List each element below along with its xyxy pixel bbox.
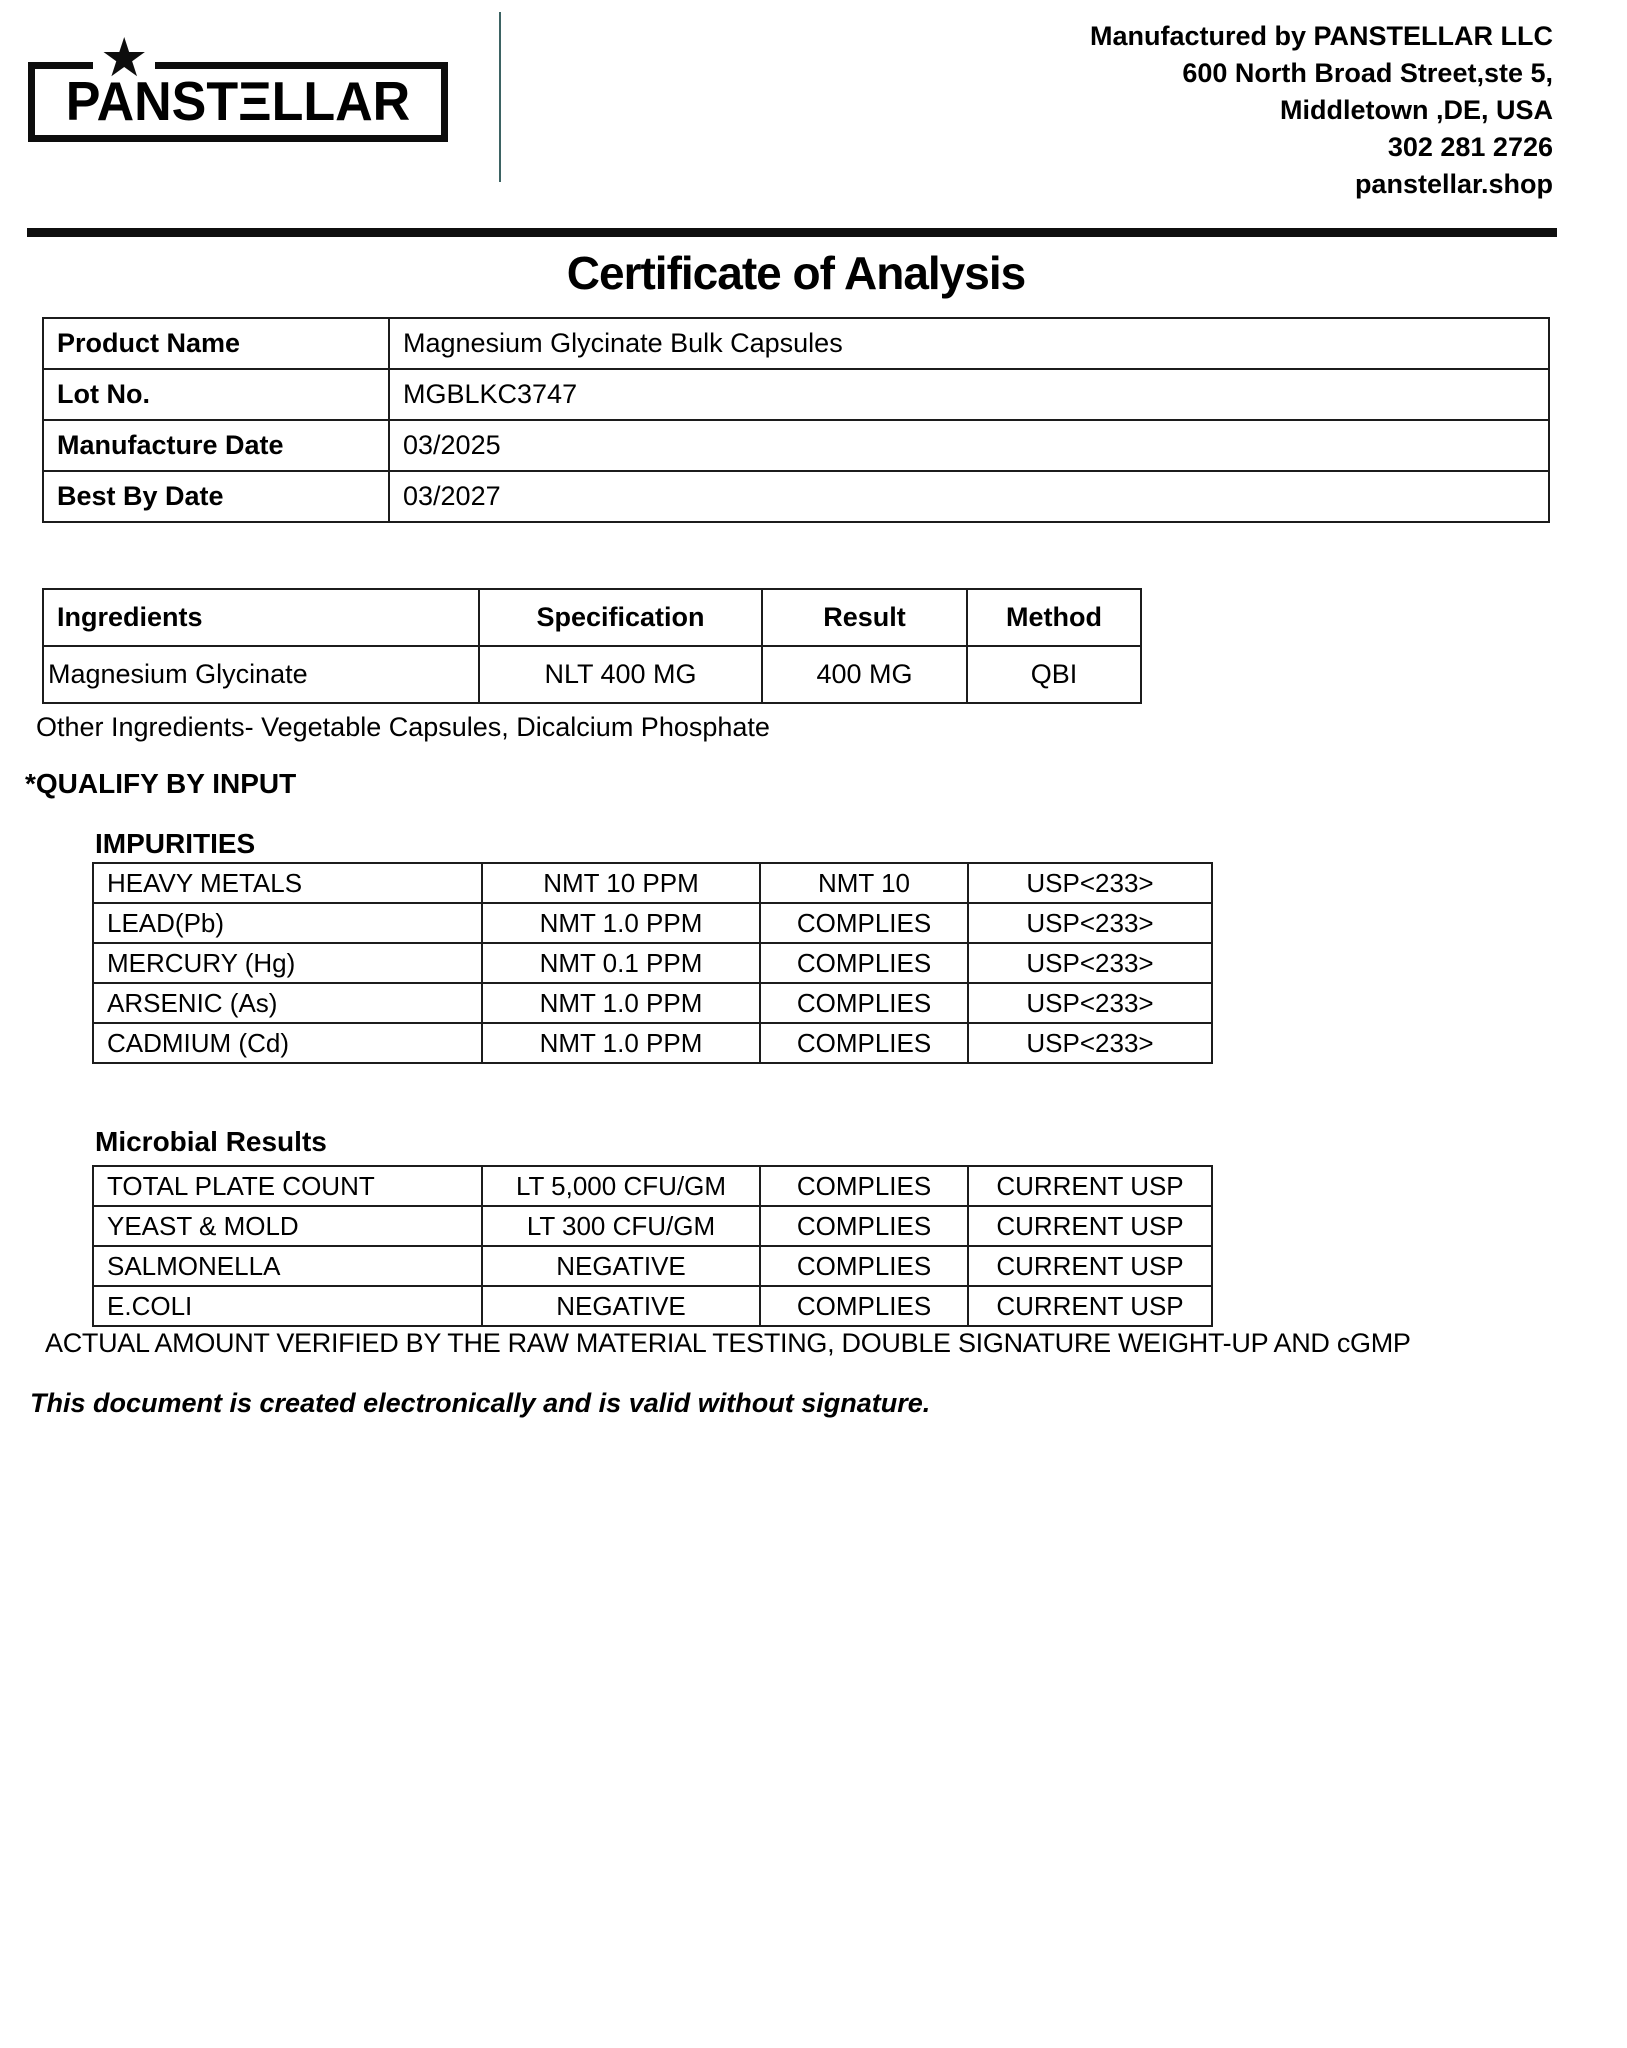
manufacture-date-label: Manufacture Date	[43, 420, 389, 471]
impurity-method: USP<233>	[968, 863, 1212, 903]
ingredients-header: Ingredients	[43, 589, 479, 646]
table-row	[43, 646, 1141, 703]
impurity-name: ARSENIC (As)	[93, 983, 482, 1023]
impurity-result: COMPLIES	[760, 903, 968, 943]
impurity-method: USP<233>	[968, 903, 1212, 943]
impurity-spec: NMT 1.0 PPM	[482, 903, 760, 943]
table-header-row	[43, 589, 1141, 646]
lot-no-value: MGBLKC3747	[389, 369, 1549, 420]
impurity-result: COMPLIES	[760, 1023, 968, 1063]
microbial-spec: NEGATIVE	[482, 1246, 760, 1286]
product-name-label: Product Name	[43, 318, 389, 369]
ingredient-name: Magnesium Glycinate	[43, 646, 479, 703]
table-row	[93, 943, 1212, 983]
header-divider-line	[499, 12, 501, 182]
star-icon: ★	[93, 31, 155, 87]
impurities-table	[92, 862, 1213, 1064]
microbial-result: COMPLIES	[760, 1286, 968, 1326]
panstellar-logo	[28, 28, 448, 142]
microbial-result: COMPLIES	[760, 1206, 968, 1246]
ingredient-method: QBI	[967, 646, 1141, 703]
table-row	[93, 1286, 1212, 1326]
impurity-spec: NMT 0.1 PPM	[482, 943, 760, 983]
microbial-test: TOTAL PLATE COUNT	[93, 1166, 482, 1206]
impurity-method: USP<233>	[968, 983, 1212, 1023]
impurity-method: USP<233>	[968, 1023, 1212, 1063]
table-row	[43, 318, 1549, 369]
header-rule	[27, 228, 1557, 237]
verification-note: ACTUAL AMOUNT VERIFIED BY THE RAW MATERIAL TESTING, DOUBLE SIGNATURE WEIGHT-UP AND cGMP	[45, 1328, 1411, 1358]
impurities-heading: IMPURITIES	[95, 828, 256, 859]
product-info-table	[42, 317, 1550, 523]
table-row	[93, 863, 1212, 903]
microbial-test: YEAST & MOLD	[93, 1206, 482, 1246]
specification-header: Specification	[479, 589, 762, 646]
microbial-test: SALMONELLA	[93, 1246, 482, 1286]
phone-line: 302 281 2726	[1387, 132, 1553, 162]
logo-wordmark: PANSTΞLLAR	[65, 71, 411, 133]
microbial-result: COMPLIES	[760, 1166, 968, 1206]
impurity-result: COMPLIES	[760, 943, 968, 983]
microbial-spec: LT 5,000 CFU/GM	[482, 1166, 760, 1206]
table-row	[43, 420, 1549, 471]
manufacture-date-value: 03/2025	[389, 420, 1549, 471]
impurity-result: COMPLIES	[760, 983, 968, 1023]
product-name-value: Magnesium Glycinate Bulk Capsules	[389, 318, 1549, 369]
ingredient-result: 400 MG	[762, 646, 967, 703]
result-header: Result	[762, 589, 967, 646]
microbial-method: CURRENT USP	[968, 1166, 1212, 1206]
microbial-test: E.COLI	[93, 1286, 482, 1326]
lot-no-label: Lot No.	[43, 369, 389, 420]
table-row	[93, 983, 1212, 1023]
impurity-spec: NMT 10 PPM	[482, 863, 760, 903]
street-line: 600 North Broad Street,ste 5,	[1182, 58, 1553, 88]
table-row	[43, 471, 1549, 522]
method-header: Method	[967, 589, 1141, 646]
microbial-method: CURRENT USP	[968, 1246, 1212, 1286]
impurity-spec: NMT 1.0 PPM	[482, 1023, 760, 1063]
table-row	[93, 1246, 1212, 1286]
impurity-spec: NMT 1.0 PPM	[482, 983, 760, 1023]
microbial-spec: LT 300 CFU/GM	[482, 1206, 760, 1246]
manufacturer-address-block	[1090, 18, 1553, 203]
microbial-results-table	[92, 1165, 1213, 1327]
qualify-by-input-note: *QUALIFY BY INPUT	[25, 768, 297, 799]
website-line: panstellar.shop	[1354, 169, 1553, 199]
table-row	[93, 1206, 1212, 1246]
other-ingredients-note: Other Ingredients- Vegetable Capsules, Dicalcium Phosphate	[36, 712, 770, 742]
microbial-spec: NEGATIVE	[482, 1286, 760, 1326]
impurity-method: USP<233>	[968, 943, 1212, 983]
table-row	[93, 903, 1212, 943]
ingredients-table	[42, 588, 1142, 704]
impurity-name: CADMIUM (Cd)	[93, 1023, 482, 1063]
impurity-name: MERCURY (Hg)	[93, 943, 482, 983]
ingredient-spec: NLT 400 MG	[479, 646, 762, 703]
microbial-method: CURRENT USP	[968, 1206, 1212, 1246]
microbial-method: CURRENT USP	[968, 1286, 1212, 1326]
table-row	[43, 369, 1549, 420]
electronic-signature-note: This document is created electronically and is valid without signature.	[30, 1388, 931, 1418]
impurity-name: LEAD(Pb)	[93, 903, 482, 943]
table-row	[93, 1166, 1212, 1206]
page-title: Certificate of Analysis	[566, 247, 1026, 299]
impurity-name: HEAVY METALS	[93, 863, 482, 903]
best-by-date-label: Best By Date	[43, 471, 389, 522]
microbial-results-heading: Microbial Results	[95, 1126, 327, 1157]
best-by-date-value: 03/2027	[389, 471, 1549, 522]
table-row	[93, 1023, 1212, 1063]
impurity-result: NMT 10	[760, 863, 968, 903]
microbial-result: COMPLIES	[760, 1246, 968, 1286]
city-line: Middletown ,DE, USA	[1280, 95, 1553, 125]
manufacturer-line: Manufactured by PANSTELLAR LLC	[1089, 21, 1553, 51]
